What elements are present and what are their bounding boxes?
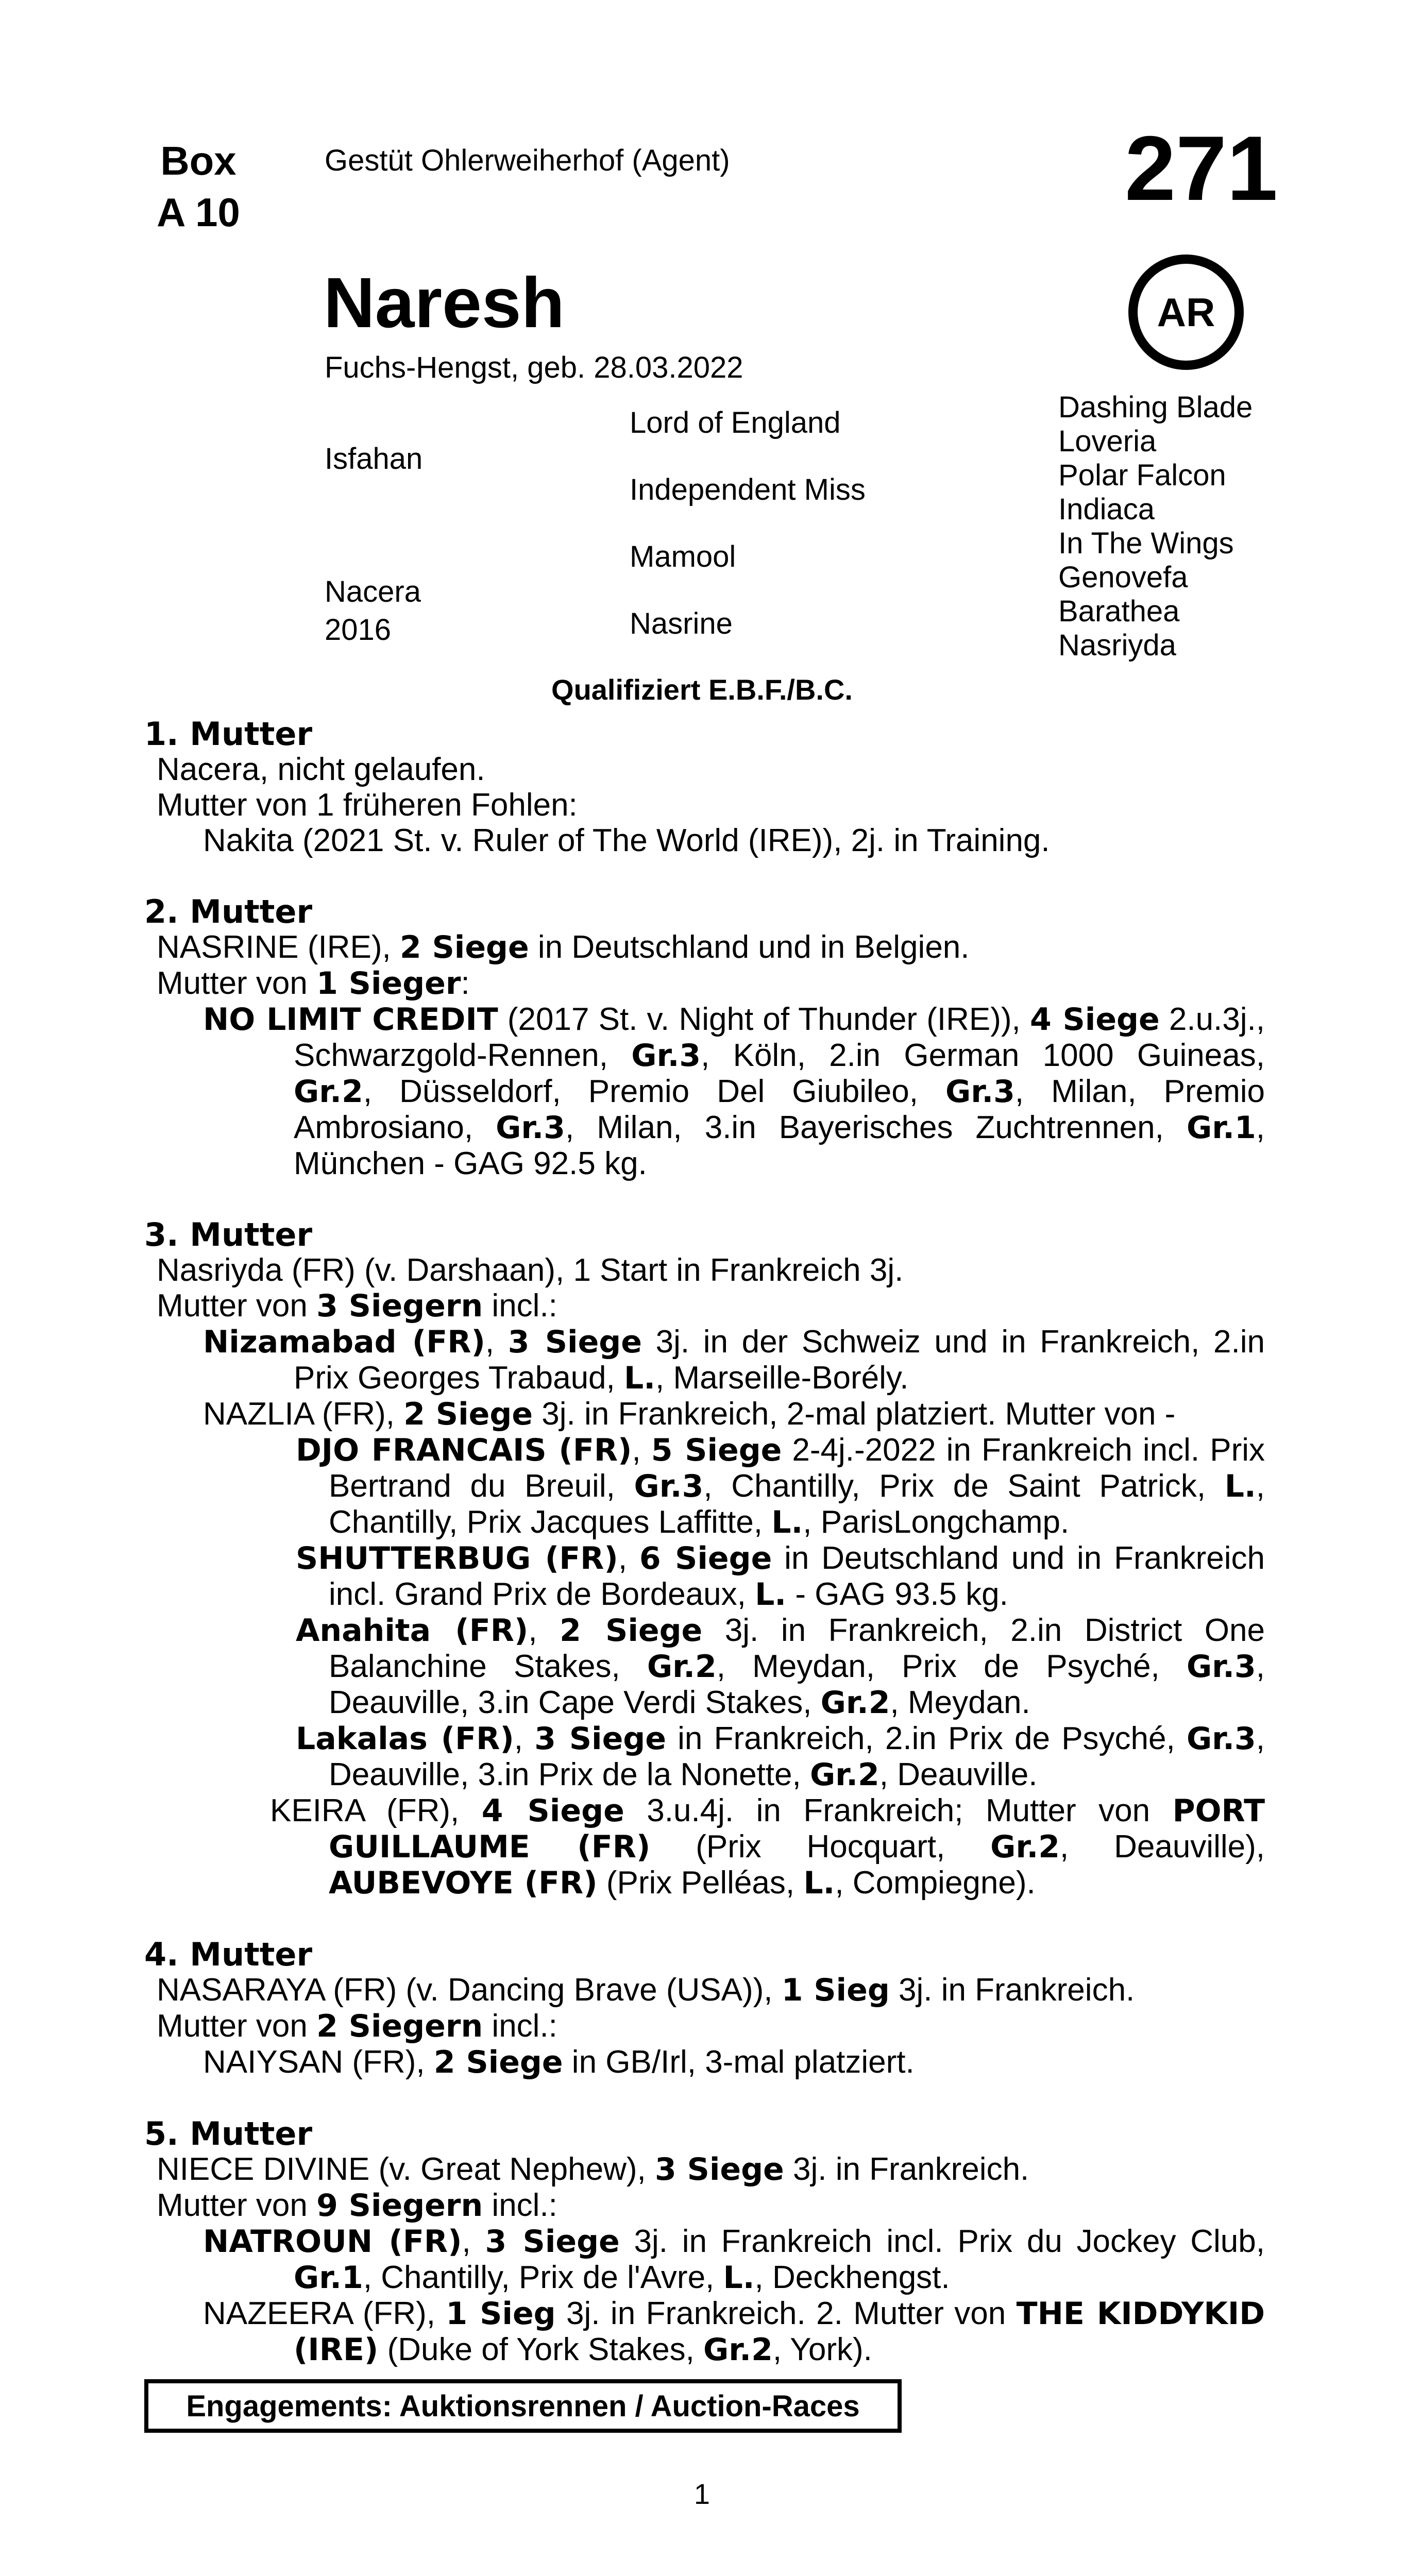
dam-record: NASRINE (IRE), 2 Siege in Deutschland und in Belgien. bbox=[157, 929, 970, 965]
produce-entry: NO LIMIT CREDIT (2017 St. v. Night of Thunder (IRE)), 4 Siege 2.u.3j., Schwarzgold-Rennen, Gr.3, Köln, 2.in German 1000 Guineas, Gr.2, Düsseldorf, Premio Del Giubileo, Gr.3, Milan, Premio Ambrosiano, Gr.3, Milan, 3.in Bayerisches Zuchtrennen, Gr.1, München - GAG 92.5 kg. bbox=[203, 1002, 1265, 1181]
ar-badge-label: AR bbox=[1157, 289, 1215, 335]
produce-entry: Nakita (2021 St. v. Ruler of The World (IRE)), 2j. in Training. bbox=[203, 823, 1050, 858]
box-label-line1: Box bbox=[160, 138, 236, 183]
section-fifth-dam bbox=[144, 2116, 1265, 2368]
section-title: 2. Mutter bbox=[144, 893, 313, 930]
produce-entry: NAZLIA (FR), 2 Siege 3j. in Frankreich, 2-mal platziert. Mutter von - bbox=[203, 1396, 1176, 1432]
produce-summary: Mutter von 1 früheren Fohlen: bbox=[157, 787, 578, 823]
produce-entry: NATROUN (FR), 3 Siege 3j. in Frankreich incl. Prix du Jockey Club, Gr.1, Chantilly, Prix de l'Avre, L., Deckhengst. bbox=[203, 2224, 1265, 2296]
pedigree-great-grandparent: Dashing Blade bbox=[1058, 391, 1253, 424]
pedigree-great-grandparent: Genovefa bbox=[1058, 561, 1188, 594]
section-title: 4. Mutter bbox=[144, 1936, 313, 1973]
pedigree-great-grandparent: Polar Falcon bbox=[1058, 459, 1226, 492]
produce-entry: NAIYSAN (FR), 2 Siege in GB/Irl, 3-mal platziert. bbox=[203, 2044, 915, 2080]
dam-record: NASARAYA (FR) (v. Dancing Brave (USA)), 1 Sieg 3j. in Frankreich. bbox=[157, 1972, 1135, 2008]
produce-summary: Mutter von 1 Sieger: bbox=[157, 965, 470, 1002]
dam-lines bbox=[144, 716, 1265, 2403]
section-fourth-dam bbox=[144, 1937, 1265, 2080]
pedigree-great-grandparent: In The Wings bbox=[1058, 527, 1234, 560]
grandproduce-entry: Anahita (FR), 2 Siege 3j. in Frankreich, 2.in District One Balanchine Stakes, Gr.2, Meydan, Prix de Psyché, Gr.3, Deauville, 3.in Cape Verdi Stakes, Gr.2, Meydan. bbox=[296, 1613, 1265, 1721]
dam-record: Nasriyda (FR) (v. Darshaan), 1 Start in Frankreich 3j. bbox=[157, 1252, 904, 1288]
pedigree-great-grandparent: Indiaca bbox=[1058, 493, 1155, 526]
pedigree-dam: Nacera bbox=[325, 575, 421, 608]
grandproduce-entry: Lakalas (FR), 3 Siege in Frankreich, 2.in Prix de Psyché, Gr.3, Deauville, 3.in Prix de la Nonette, Gr.2, Deauville. bbox=[296, 1721, 1265, 1793]
ar-badge-icon bbox=[1128, 255, 1244, 370]
section-title: 5. Mutter bbox=[144, 2115, 313, 2153]
dam-record: NIECE DIVINE (v. Great Nephew), 3 Siege 3j. in Frankreich. bbox=[157, 2151, 1029, 2188]
grandproduce-entry: KEIRA (FR), 4 Siege 3.u.4j. in Frankreich; Mutter von PORT GUILLAUME (FR) (Prix Hocquart, Gr.2, Deauville), AUBEVOYE (FR) (Prix Pelléas, L., Compiegne). bbox=[270, 1793, 1265, 1901]
section-title: 1. Mutter bbox=[144, 715, 313, 753]
section-first-dam bbox=[144, 716, 1265, 858]
grandproduce-entry: SHUTTERBUG (FR), 6 Siege in Deutschland und in Frankreich incl. Grand Prix de Bordeaux, L. - GAG 93.5 kg. bbox=[296, 1540, 1265, 1613]
horse-description: Fuchs-Hengst, geb. 28.03.2022 bbox=[325, 351, 743, 384]
pedigree-grandparent: Mamool bbox=[630, 540, 736, 573]
section-third-dam bbox=[144, 1217, 1265, 1901]
consignor: Gestüt Ohlerweiherhof (Agent) bbox=[325, 144, 730, 177]
section-title: 3. Mutter bbox=[144, 1216, 313, 1253]
qualification: Qualifiziert E.B.F./B.C. bbox=[551, 673, 853, 706]
produce-entry: NAZEERA (FR), 1 Sieg 3j. in Frankreich. 2. Mutter von THE KIDDYKID (IRE) (Duke of York Stakes, Gr.2, York). bbox=[203, 2296, 1265, 2368]
horse-name: Naresh bbox=[324, 263, 565, 343]
engagements-box bbox=[144, 2379, 902, 2433]
pedigree-great-grandparent: Barathea bbox=[1058, 595, 1180, 628]
grandproduce-entry: DJO FRANCAIS (FR), 5 Siege 2-4j.-2022 in Frankreich incl. Prix Bertrand du Breuil, Gr.3, Chantilly, Prix de Saint Patrick, L., Chantilly, Prix Jacques Laffitte, L., ParisLongchamp. bbox=[296, 1432, 1265, 1540]
produce-summary: Mutter von 9 Siegern incl.: bbox=[157, 2188, 557, 2224]
pedigree-sire: Isfahan bbox=[325, 442, 423, 476]
box-label-line2: A 10 bbox=[157, 190, 240, 235]
pedigree-grandparent: Lord of England bbox=[630, 406, 841, 439]
pedigree-dam-year: 2016 bbox=[325, 613, 392, 647]
engagements-text: Engagements: Auktionsrennen / Auction-Races bbox=[186, 2389, 860, 2423]
dam-record: Nacera, nicht gelaufen. bbox=[157, 752, 485, 787]
pedigree-great-grandparent: Nasriyda bbox=[1058, 629, 1176, 662]
section-second-dam bbox=[144, 894, 1265, 1181]
page-number: 1 bbox=[693, 2478, 711, 2510]
box-label bbox=[144, 135, 252, 238]
produce-entry: Nizamabad (FR), 3 Siege 3j. in der Schweiz und in Frankreich, 2.in Prix Georges Trabaud, L., Marseille-Borély. bbox=[203, 1324, 1265, 1396]
lot-number: 271 bbox=[1125, 117, 1278, 219]
pedigree-grandparent: Nasrine bbox=[630, 607, 733, 640]
produce-summary: Mutter von 2 Siegern incl.: bbox=[157, 2008, 557, 2044]
produce-summary: Mutter von 3 Siegern incl.: bbox=[157, 1288, 557, 1324]
pedigree-grandparent: Independent Miss bbox=[630, 473, 866, 506]
pedigree-great-grandparent: Loveria bbox=[1058, 425, 1157, 458]
